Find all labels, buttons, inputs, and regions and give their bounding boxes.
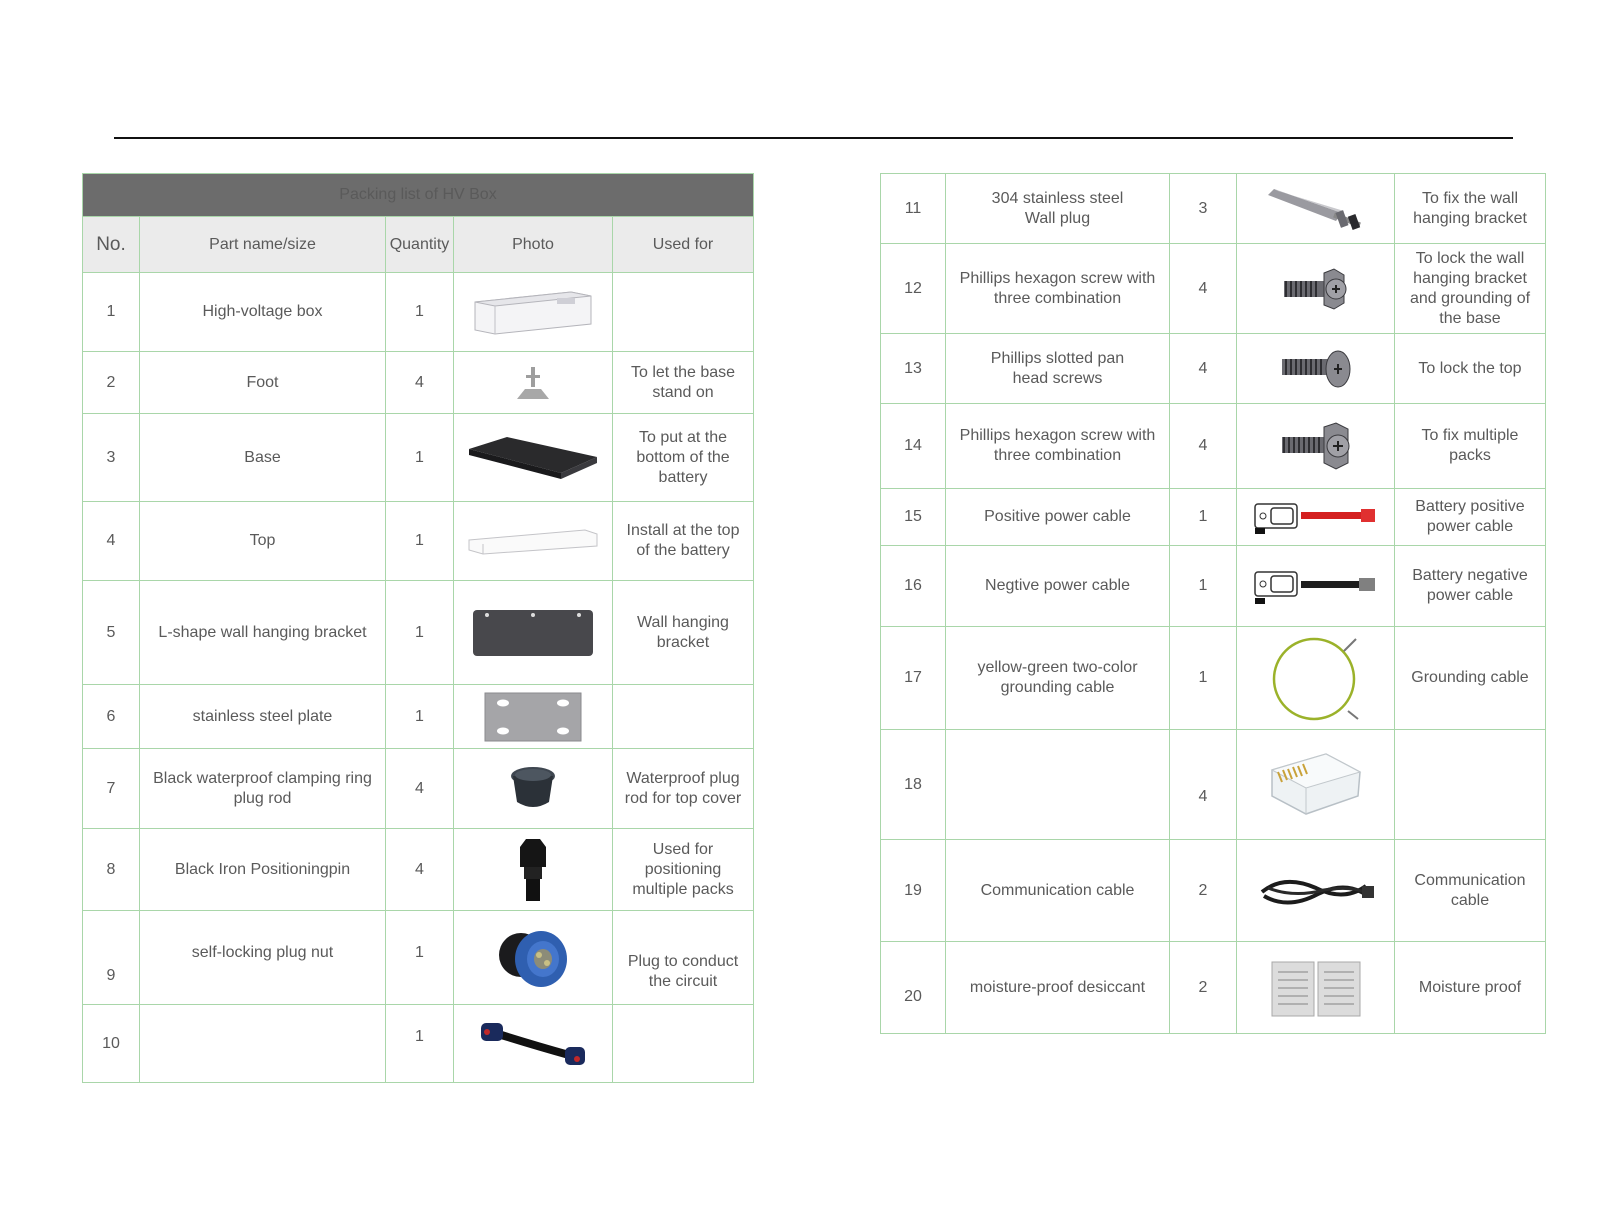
part-name <box>946 730 1170 840</box>
grounding-cable-icon <box>1268 633 1364 723</box>
table-row <box>83 911 754 1005</box>
table-title: Packing list of HV Box <box>83 174 754 217</box>
header-photo: Photo <box>454 217 613 273</box>
table-row <box>83 685 754 749</box>
row-number: 19 <box>881 840 946 942</box>
used-for: To lock the wall hanging bracket and grounding of the base <box>1395 244 1546 334</box>
packing-list-table-continued <box>880 173 1546 1034</box>
row-number: 5 <box>83 581 140 685</box>
row-number: 14 <box>881 404 946 489</box>
foot-icon <box>513 365 553 401</box>
used-for <box>613 685 754 749</box>
quantity: 4 <box>386 829 454 911</box>
part-name: 304 stainless steel Wall plug <box>946 174 1170 244</box>
table-row <box>881 546 1546 627</box>
positioning-pin-icon <box>512 837 554 903</box>
quantity: 1 <box>386 911 454 1005</box>
used-for: Waterproof plug rod for top cover <box>613 749 754 829</box>
table-row <box>881 489 1546 546</box>
used-for: To fix the wall hanging bracket <box>1395 174 1546 244</box>
quantity: 1 <box>386 502 454 581</box>
row-number: 20 <box>881 942 946 1034</box>
table-row <box>881 244 1546 334</box>
quantity: 1 <box>386 414 454 502</box>
header-quantity: Quantity <box>386 217 454 273</box>
part-name: Base <box>140 414 386 502</box>
part-name: Black waterproof clamping ring plug rod <box>140 749 386 829</box>
row-number: 10 <box>83 1005 140 1083</box>
row-number: 16 <box>881 546 946 627</box>
part-name: Black Iron Positioningpin <box>140 829 386 911</box>
part-name: self-locking plug nut <box>140 911 386 1005</box>
row-number: 12 <box>881 244 946 334</box>
part-name: Positive power cable <box>946 489 1170 546</box>
quantity: 3 <box>1170 174 1237 244</box>
used-for: Install at the top of the battery <box>613 502 754 581</box>
quantity: 1 <box>1170 546 1237 627</box>
part-name: Foot <box>140 352 386 414</box>
quantity: 1 <box>386 581 454 685</box>
table-row <box>83 502 754 581</box>
table-row <box>83 414 754 502</box>
used-for: To let the base stand on <box>613 352 754 414</box>
row-number: 7 <box>83 749 140 829</box>
desiccant-icon <box>1268 958 1364 1018</box>
quantity: 4 <box>1170 334 1237 404</box>
part-name: Phillips hexagon screw with three combination <box>946 404 1170 489</box>
steel-plate-icon <box>483 691 583 743</box>
row-number: 9 <box>83 911 140 1005</box>
header-used-for: Used for <box>613 217 754 273</box>
hex-screw-icon <box>1278 421 1354 471</box>
table-row <box>881 730 1546 840</box>
table-row <box>83 829 754 911</box>
quantity: 1 <box>386 685 454 749</box>
used-for <box>1395 730 1546 840</box>
top-cover-icon <box>467 526 599 556</box>
plug-nut-icon <box>495 927 571 989</box>
part-name: Top <box>140 502 386 581</box>
used-for: Battery positive power cable <box>1395 489 1546 546</box>
header-no: No. <box>83 217 140 273</box>
header-rule <box>114 137 1513 139</box>
row-number: 8 <box>83 829 140 911</box>
used-for: Grounding cable <box>1395 627 1546 730</box>
table-row <box>881 334 1546 404</box>
part-name <box>140 1005 386 1083</box>
table-row <box>83 581 754 685</box>
row-number: 1 <box>83 273 140 352</box>
wall-plug-icon <box>1264 187 1368 231</box>
row-number: 3 <box>83 414 140 502</box>
used-for: Moisture proof <box>1395 942 1546 1034</box>
hex-screw-icon <box>1280 267 1352 311</box>
high-voltage-box-icon <box>471 288 595 336</box>
row-number: 13 <box>881 334 946 404</box>
part-name: High-voltage box <box>140 273 386 352</box>
part-name: moisture-proof desiccant <box>946 942 1170 1034</box>
row-number: 4 <box>83 502 140 581</box>
row-number: 18 <box>881 730 946 840</box>
wall-bracket-icon <box>471 608 595 658</box>
part-name: Phillips slotted pan head screws <box>946 334 1170 404</box>
row-number: 6 <box>83 685 140 749</box>
used-for: Battery negative power cable <box>1395 546 1546 627</box>
table-row <box>881 404 1546 489</box>
table-row <box>881 174 1546 244</box>
waterproof-plug-icon <box>508 764 558 814</box>
row-number: 15 <box>881 489 946 546</box>
quantity: 4 <box>386 352 454 414</box>
quantity: 2 <box>1170 942 1237 1034</box>
part-name: Phillips hexagon screw with three combination <box>946 244 1170 334</box>
quantity: 1 <box>1170 627 1237 730</box>
table-row <box>83 352 754 414</box>
used-for: To fix multiple packs <box>1395 404 1546 489</box>
table-row <box>881 942 1546 1034</box>
used-for: Plug to conduct the circuit <box>613 911 754 1005</box>
row-number: 11 <box>881 174 946 244</box>
quantity: 4 <box>386 749 454 829</box>
quantity: 2 <box>1170 840 1237 942</box>
communication-cable-icon <box>1254 866 1378 916</box>
part-name: Communication cable <box>946 840 1170 942</box>
table-row <box>83 749 754 829</box>
row-number: 17 <box>881 627 946 730</box>
rj45-connector-icon <box>1266 750 1366 820</box>
table-row <box>881 627 1546 730</box>
used-for: To put at the bottom of the battery <box>613 414 754 502</box>
quantity: 4 <box>1170 404 1237 489</box>
table-row <box>881 840 1546 942</box>
quantity: 1 <box>386 1005 454 1083</box>
quantity: 1 <box>1170 489 1237 546</box>
table-row <box>83 1005 754 1083</box>
part-name: Negtive power cable <box>946 546 1170 627</box>
quantity: 1 <box>386 273 454 352</box>
connector-cable-icon <box>477 1019 589 1069</box>
packing-list-table <box>82 173 754 1083</box>
used-for: Wall hanging bracket <box>613 581 754 685</box>
part-name: yellow-green two-color grounding cable <box>946 627 1170 730</box>
quantity: 4 <box>1170 244 1237 334</box>
part-name: stainless steel plate <box>140 685 386 749</box>
used-for: Communication cable <box>1395 840 1546 942</box>
row-number: 2 <box>83 352 140 414</box>
used-for <box>613 273 754 352</box>
table-row <box>83 273 754 352</box>
used-for: Used for positioning multiple packs <box>613 829 754 911</box>
negative-cable-icon <box>1251 566 1381 606</box>
used-for: To lock the top <box>1395 334 1546 404</box>
base-icon <box>467 435 599 481</box>
used-for <box>613 1005 754 1083</box>
quantity: 4 <box>1170 730 1237 840</box>
header-part-name: Part name/size <box>140 217 386 273</box>
part-name: L-shape wall hanging bracket <box>140 581 386 685</box>
pan-head-screw-icon <box>1278 347 1354 391</box>
positive-cable-icon <box>1251 498 1381 536</box>
